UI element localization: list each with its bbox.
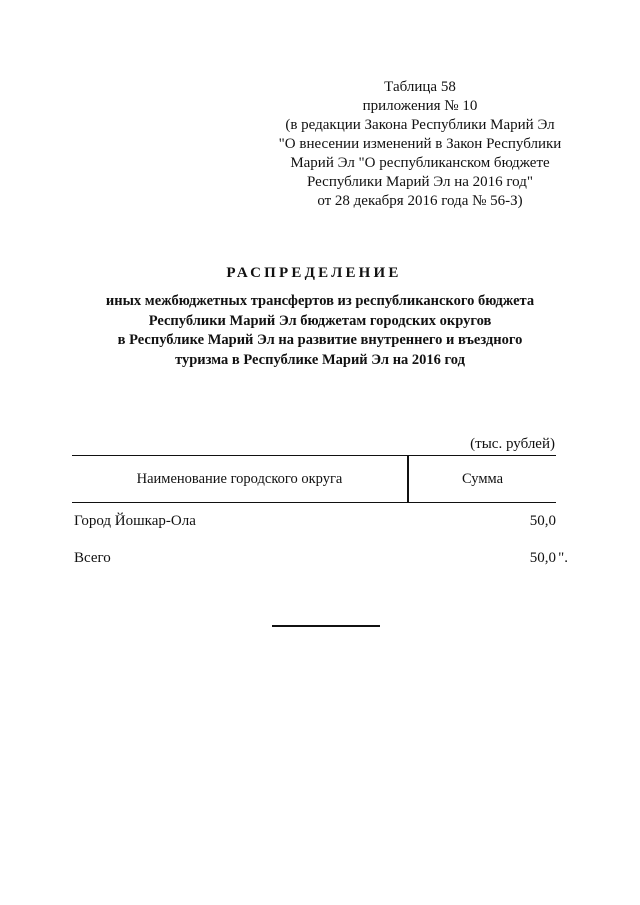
row-name: Всего (74, 550, 111, 566)
document-subtitle (0, 292, 640, 370)
subtitle-line: в Республике Марий Эл на развитие внутреннего и въездного (117, 332, 523, 348)
end-rule-divider (272, 625, 380, 627)
table-header (72, 455, 556, 503)
header-line: Республики Марий Эл на 2016 год" (306, 174, 534, 190)
header-line: "О внесении изменений в Закон Республики (278, 136, 562, 152)
row-amount: 50,0 (529, 550, 556, 566)
header-line: приложения № 10 (362, 98, 478, 114)
column-header-amount: Сумма (461, 471, 504, 487)
appendix-reference-block (250, 78, 590, 211)
header-line: (в редакции Закона Республики Марий Эл (285, 117, 555, 133)
row-name: Город Йошкар-Ола (74, 513, 196, 529)
document-title: РАСПРЕДЕЛЕНИЕ (226, 265, 402, 281)
units-label: (тыс. рублей) (470, 436, 555, 452)
header-line: от 28 декабря 2016 года № 56-З) (317, 193, 523, 209)
row-amount: 50,0 (529, 513, 556, 529)
column-header-name: Наименование городского округа (136, 471, 343, 487)
subtitle-line: иных межбюджетных трансфертов из республиканского бюджета (105, 293, 535, 309)
subtitle-line: Республики Марий Эл бюджетам городских округов (148, 312, 492, 329)
header-line: Таблица 58 (384, 79, 456, 95)
closing-quote-mark: ". (558, 550, 568, 566)
header-line: Марий Эл "О республиканском бюджете (290, 155, 550, 171)
subtitle-line: туризма в Республике Марий Эл на 2016 год (175, 351, 465, 368)
